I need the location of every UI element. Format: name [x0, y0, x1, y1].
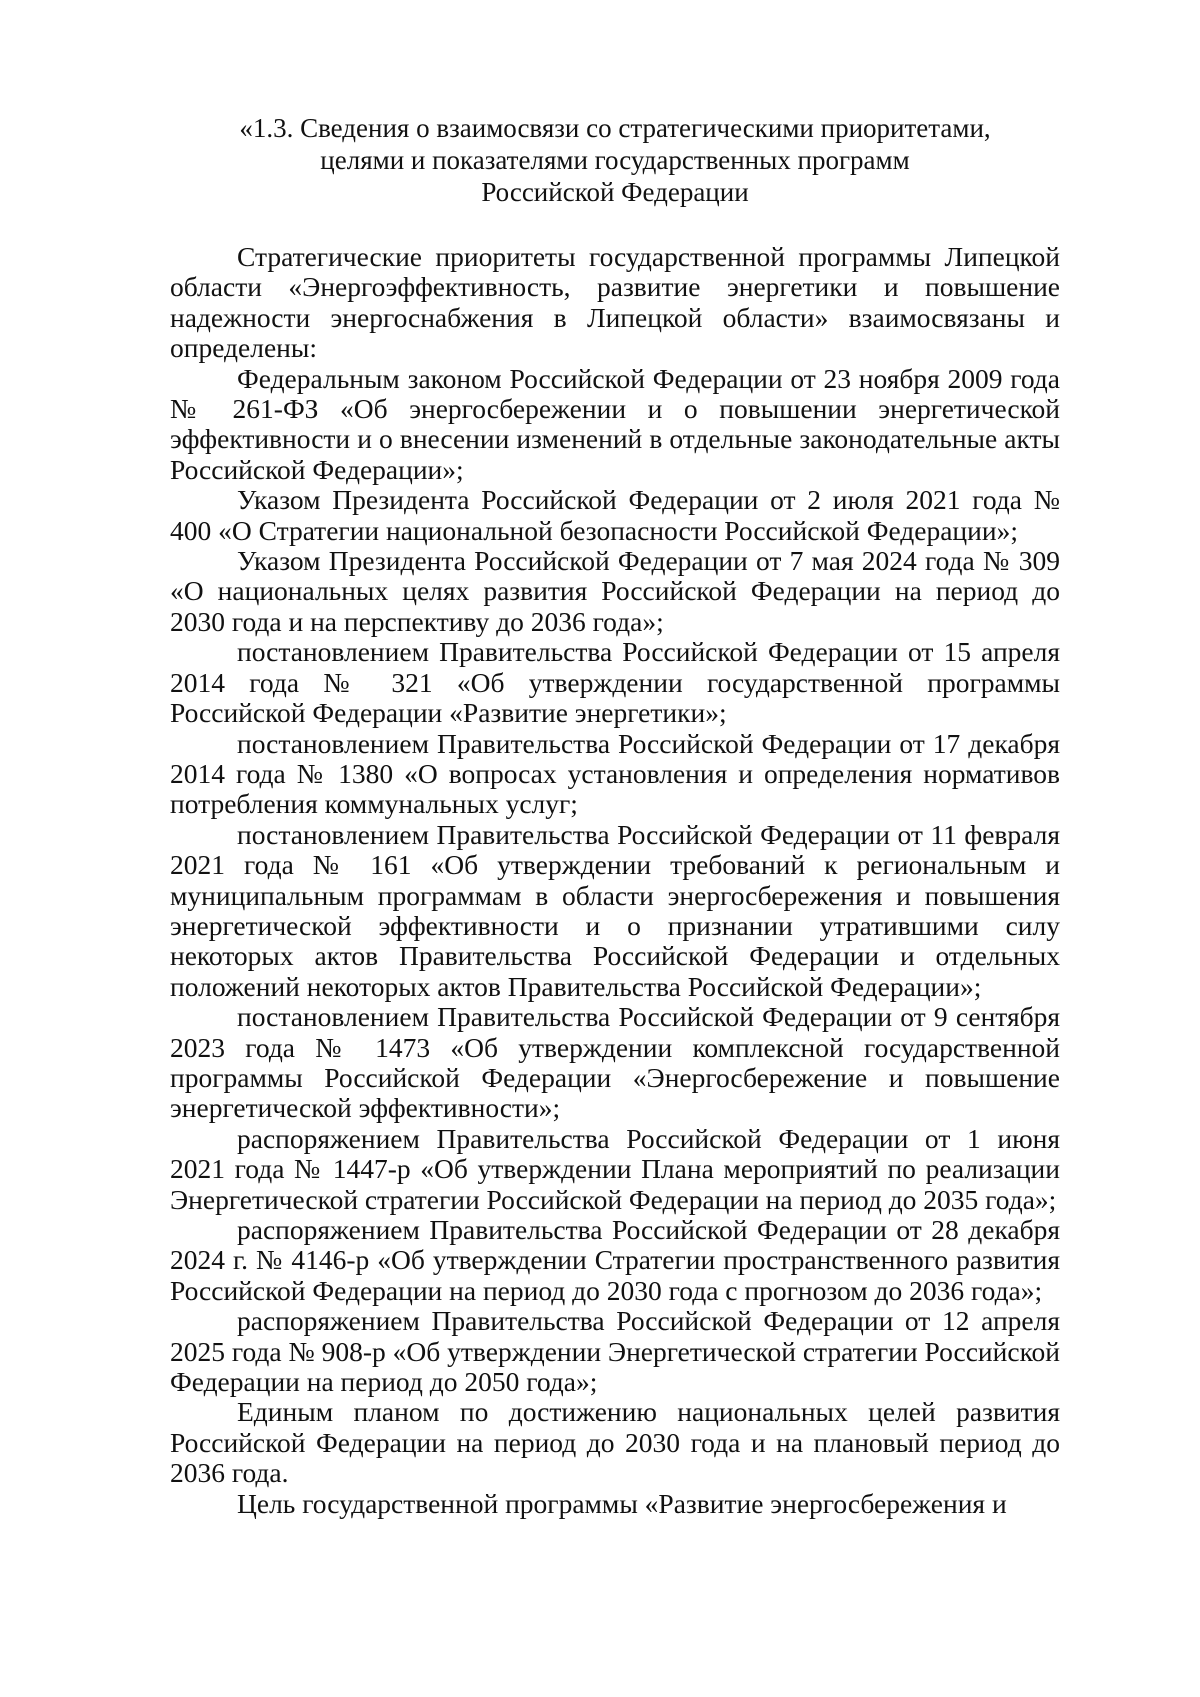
document-body	[170, 242, 1060, 1519]
paragraph: Цель государственной программы «Развитие энергосбережения и	[237, 1487, 1007, 1519]
paragraph: Указом Президента Российской Федерации от 7 мая 2024 года № 309 «О национальных целях развития Российской Федерации на период до 2030 года и на перспективу до 2036 года»;	[170, 545, 1060, 637]
paragraph: распоряжением Правительства Российской Федерации от 12 апреля 2025 года № 908-р «Об утверждении Энергетической стратегии Российской Федерации на период до 2050 года»;	[170, 1305, 1060, 1398]
paragraph: постановлением Правительства Российской Федерации от 17 декабря 2014 года № 1380 «О вопросах установления и определения нормативов потребления коммунальных услуг;	[170, 727, 1060, 820]
paragraph: Единым планом по достижению национальных целей развития Российской Федерации на период до 2030 года и на плановый период до 2036 года.	[170, 1396, 1060, 1489]
paragraph: постановлением Правительства Российской Федерации от 9 сентября 2023 года № 1473 «Об утверждении комплексной государственной программы Российской Федерации «Энергосбережение и повышение энергетической эффективности»;	[170, 1001, 1060, 1124]
paragraph: Стратегические приоритеты государственной программы Липецкой области «Энергоэффективность, развитие энергетики и повышение надежности энергоснабжения в Липецкой области» взаимосвязаны и определены:	[170, 241, 1060, 364]
paragraph: Указом Президента Российской Федерации от 2 июля 2021 года № 400 «О Стратегии национальной безопасности Российской Федерации»;	[170, 484, 1060, 546]
title-line: Российской Федерации	[481, 177, 749, 207]
title-line: целями и показателями государственных программ	[320, 145, 910, 175]
paragraph: Федеральным законом Российской Федерации от 23 ноября 2009 года № 261-ФЗ «Об энергосбережении и о повышении энергетической эффективности и о внесении изменений в отдельные законодательные акты Российской Федерации»;	[170, 362, 1060, 485]
paragraph: постановлением Правительства Российской Федерации от 11 февраля 2021 года № 161 «Об утверждении требований к региональным и муниципальным программам в области энергосбережения и повышения энергетической эффективности и о признании утратившими силу некоторых актов Правительства Российской Федерации и отдельных положений некоторых актов Правительства Российской Федерации»;	[170, 818, 1060, 1002]
paragraph: распоряжением Правительства Российской Федерации от 28 декабря 2024 г. № 4146-р «Об утверждении Стратегии пространственного развития Российской Федерации на период до 2030 года с прогнозом до 2036 года»;	[170, 1214, 1060, 1306]
paragraph: распоряжением Правительства Российской Федерации от 1 июня 2021 года № 1447-р «Об утверждении Плана мероприятий по реализации Энергетической стратегии Российской Федерации на период до 2035 года»;	[170, 1122, 1060, 1215]
section-title	[170, 112, 1060, 208]
paragraph: постановлением Правительства Российской Федерации от 15 апреля 2014 года № 321 «Об утверждении государственной программы Российской Федерации «Развитие энергетики»;	[170, 636, 1060, 729]
title-line: «1.3. Сведения о взаимосвязи со стратегическими приоритетами,	[239, 113, 991, 143]
